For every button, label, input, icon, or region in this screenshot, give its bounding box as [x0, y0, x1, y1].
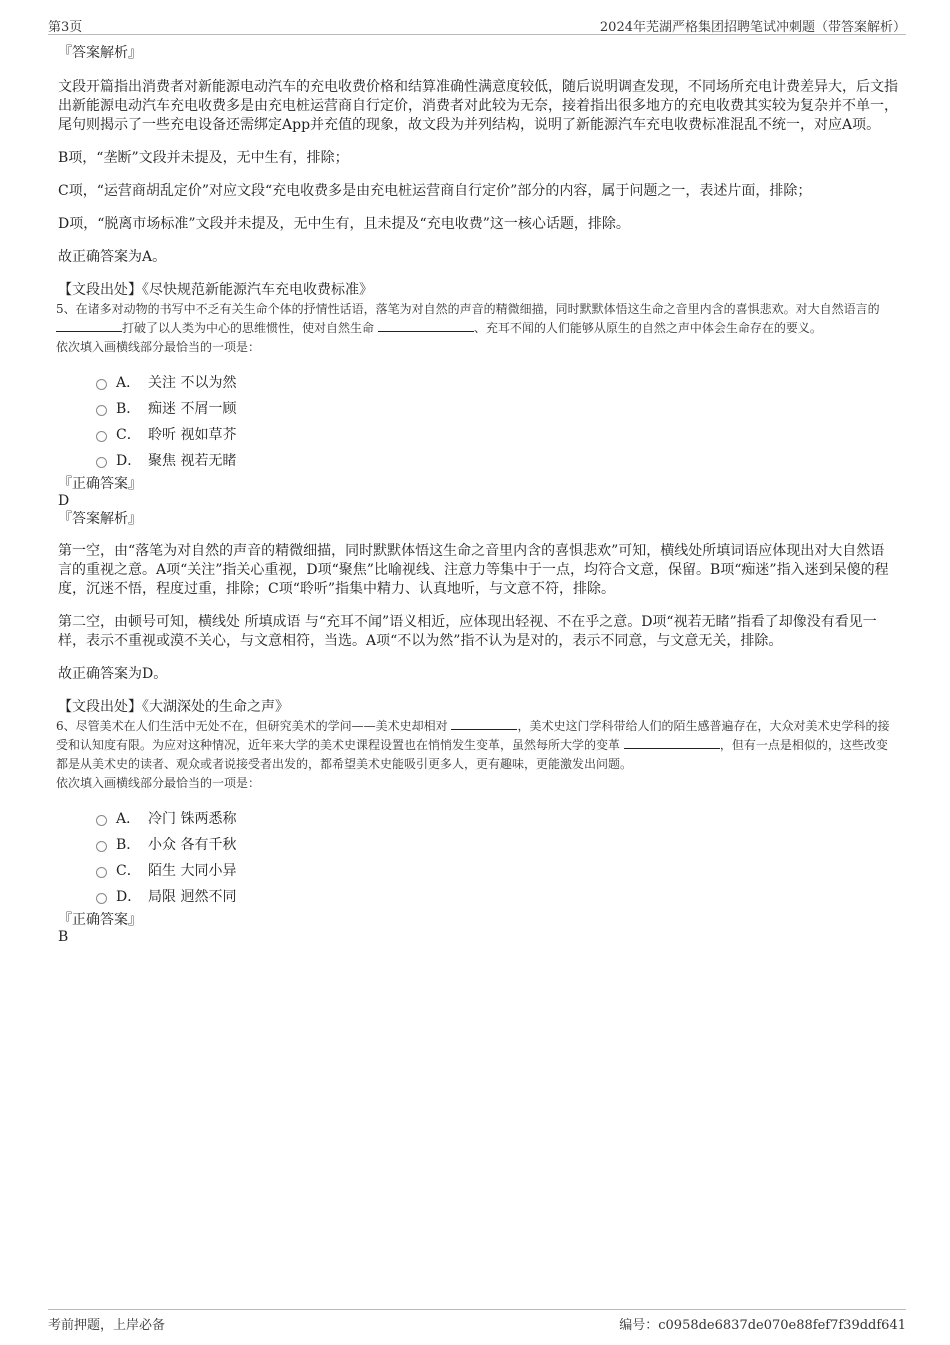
page-number: 第3页: [48, 20, 83, 35]
analysis-paragraph: D项，“脱离市场标准”文段并未提及，无中生有，且未提及“充电收费”这一核心话题，排除。: [58, 216, 630, 232]
answer-blank: [451, 717, 517, 730]
question-stem: 6、尽管美术在人们生活中无处不在，但研究美术的学问——美术史却相对 ，美术史这门学科带给人们的陌生感普遍存在，大众对美术史学科的接受和认知度有限。为应对这种情况，近年来大学的美术史课程设置也在悄悄发生变革，虽然每所大学的变革 ，但有一点是相似的，这些改变都是从美术史的读者、观众或者说接受者出发的，都希望美术史能吸引更多人，更有趣味，更能激发出问题。: [56, 719, 890, 771]
document-content: [56, 44, 898, 946]
conclusion: 故正确答案为A。: [58, 249, 167, 265]
question-stem: 5、在诸多对动物的书写中不乏有关生命个体的抒情性话语，落笔为对自然的声音的精微细描，同时默默体悟这生命之音里内含的喜惧悲欢。对大自然语言的 打破了以人类为中心的思维惯性，使对自然生命 、充耳不闻的人们能够从原生的自然之声中体会生命存在的要义。: [56, 302, 880, 335]
analysis-paragraph: B项，“垄断”文段并未提及，无中生有，排除；: [58, 150, 349, 166]
option-list: [96, 369, 898, 473]
analysis-paragraph: 第一空，由“落笔为对自然的声音的精微细描，同时默默体悟这生命之音里内含的喜惧悲欢”可知，横线处所填词语应体现出对大自然语言的重视之意。A项“关注”指关心重视，D项“聚焦”比喻视线、注意力等集中于一点，均符合文意，保留。B项“痴迷”指入迷到呆傻的程度，沉迷不悟，程度过重，排除；C项“聆听”指集中精力、认真地听，与文意不符，排除。: [58, 543, 889, 597]
conclusion: 故正确答案为D。: [58, 666, 168, 682]
document-title: 2024年芜湖严格集团招聘笔试冲刺题（带答案解析）: [599, 20, 906, 35]
page-header: [48, 14, 906, 35]
analysis-label: 『答案解析』: [58, 511, 142, 527]
footer-slogan: 考前押题，上岸必备: [48, 1318, 166, 1333]
page-footer: [48, 1309, 906, 1334]
answer-blank: [624, 736, 720, 749]
radio-button[interactable]: [96, 841, 107, 852]
document-id: 编号：c0958de6837de070e88fef7f39ddf641: [619, 1318, 906, 1333]
correct-answer-label: 『正确答案』: [58, 912, 142, 928]
analysis-paragraph: 第二空，由顿号可知，横线处 所填成语 与“充耳不闻”语义相近，应体现出轻视、不在乎之意。D项“视若无睹”指看了却像没有看见一样，表示不重视或漠不关心，与文意相符，当选。A项“不以为然”指不认为是对的，表示不同意，与文意无关，排除。: [58, 614, 877, 649]
radio-button[interactable]: [96, 867, 107, 878]
radio-button[interactable]: [96, 379, 107, 390]
correct-answer-label: 『正确答案』: [58, 476, 142, 492]
question-instruction: 依次填入画横线部分最恰当的一项是：: [56, 340, 261, 354]
correct-answer: B: [58, 929, 69, 945]
option-d[interactable]: D． 局限 迥然不同: [96, 883, 898, 909]
answer-blank: [378, 319, 474, 332]
radio-button[interactable]: [96, 431, 107, 442]
option-b[interactable]: B． 痴迷 不屑一顾: [96, 395, 898, 421]
option-d[interactable]: D． 聚焦 视若无睹: [96, 447, 898, 473]
analysis-paragraph: C项，“运营商胡乱定价”对应文段“充电收费多是由充电桩运营商自行定价”部分的内容，属于问题之一，表述片面，排除；: [58, 183, 812, 199]
analysis-label: 『答案解析』: [58, 45, 142, 61]
option-c[interactable]: C． 陌生 大同小异: [96, 857, 898, 883]
option-c[interactable]: C． 聆听 视如草芥: [96, 421, 898, 447]
option-b[interactable]: B． 小众 各有千秋: [96, 831, 898, 857]
radio-button[interactable]: [96, 815, 107, 826]
source-line: 【文段出处】《尽快规范新能源汽车充电收费标准》: [58, 282, 373, 298]
radio-button[interactable]: [96, 457, 107, 468]
option-a[interactable]: A． 冷门 铢两悉称: [96, 805, 898, 831]
option-list: [96, 805, 898, 909]
option-a[interactable]: A． 关注 不以为然: [96, 369, 898, 395]
source-line: 【文段出处】《大湖深处的生命之声》: [58, 699, 289, 715]
correct-answer: D: [58, 493, 70, 509]
radio-button[interactable]: [96, 893, 107, 904]
question-instruction: 依次填入画横线部分最恰当的一项是：: [56, 776, 261, 790]
radio-button[interactable]: [96, 405, 107, 416]
answer-blank: [56, 319, 122, 332]
analysis-paragraph: 文段开篇指出消费者对新能源电动汽车的充电收费价格和结算准确性满意度较低，随后说明调查发现，不同场所充电计费差异大，后文指出新能源电动汽车充电收费多是由充电桩运营商自行定价，消费者对此较为无奈，接着指出很多地方的充电收费其实较为复杂并不单一，尾句则揭示了一些充电设备还需绑定App并充值的现象，故文段为并列结构，说明了新能源汽车充电收费标准混乱不统一，对应A项。: [58, 79, 898, 133]
